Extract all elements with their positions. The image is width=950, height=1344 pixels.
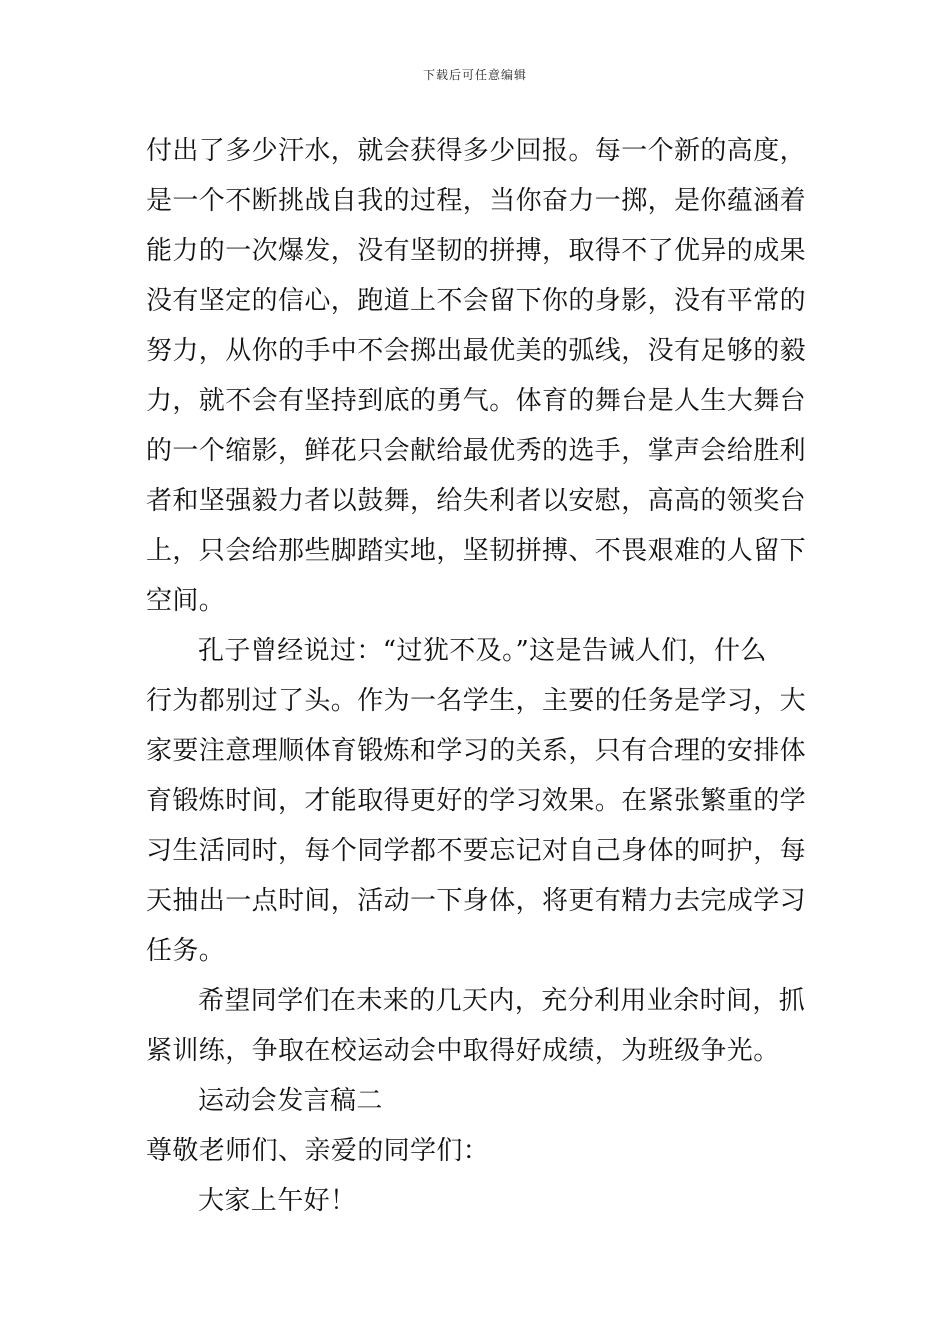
text-line: 任务。 — [146, 936, 226, 966]
text-line: 希望同学们在未来的几天内，充分利用业余时间，抓 — [198, 986, 806, 1016]
text-line: 家要注意理顺体育锻炼和学习的关系，只有合理的安排体 — [146, 736, 807, 766]
text-line: 努力，从你的手中不会掷出最优美的弧线，没有足够的毅 — [146, 336, 807, 366]
text-line: 付出了多少汗水，就会获得多少回报。每一个新的高度， — [146, 136, 807, 166]
text-line: 尊敬老师们、亲爱的同学们： — [146, 1136, 490, 1166]
text-line: 育锻炼时间，才能取得更好的学习效果。在紧张繁重的学 — [146, 786, 807, 816]
page-header: 下载后可任意编辑 — [422, 68, 527, 82]
text-line: 能力的一次爆发，没有坚韧的拼搏，取得不了优异的成果 — [146, 236, 807, 266]
text-line: 孔子曾经说过：“过犹不及。”这是告诫人们，什么 — [198, 636, 767, 666]
text-line: 上，只会给那些脚踏实地，坚韧拼搏、不畏艰难的人留下 — [146, 536, 807, 566]
text-line: 空间。 — [146, 586, 226, 616]
document-body — [146, 126, 812, 1226]
text-line: 的一个缩影，鲜花只会献给最优秀的选手，掌声会给胜利 — [146, 436, 807, 466]
text-line: 大家上午好！ — [198, 1186, 357, 1216]
text-line: 运动会发言稿二 — [198, 1086, 383, 1116]
text-line: 是一个不断挑战自我的过程，当你奋力一掷，是你蕴涵着 — [146, 186, 807, 216]
text-line: 习生活同时，每个同学都不要忘记对自己身体的呵护，每 — [146, 836, 807, 866]
text-line: 紧训练，争取在校运动会中取得好成绩，为班级争光。 — [146, 1036, 780, 1066]
text-line: 力，就不会有坚持到底的勇气。体育的舞台是人生大舞台 — [146, 386, 807, 416]
text-line: 行为都别过了头。作为一名学生，主要的任务是学习，大 — [146, 686, 807, 716]
text-line: 者和坚强毅力者以鼓舞，给失利者以安慰，高高的领奖台 — [146, 486, 807, 516]
text-line: 天抽出一点时间，活动一下身体，将更有精力去完成学习 — [146, 886, 807, 916]
text-line: 没有坚定的信心，跑道上不会留下你的身影，没有平常的 — [146, 286, 807, 316]
